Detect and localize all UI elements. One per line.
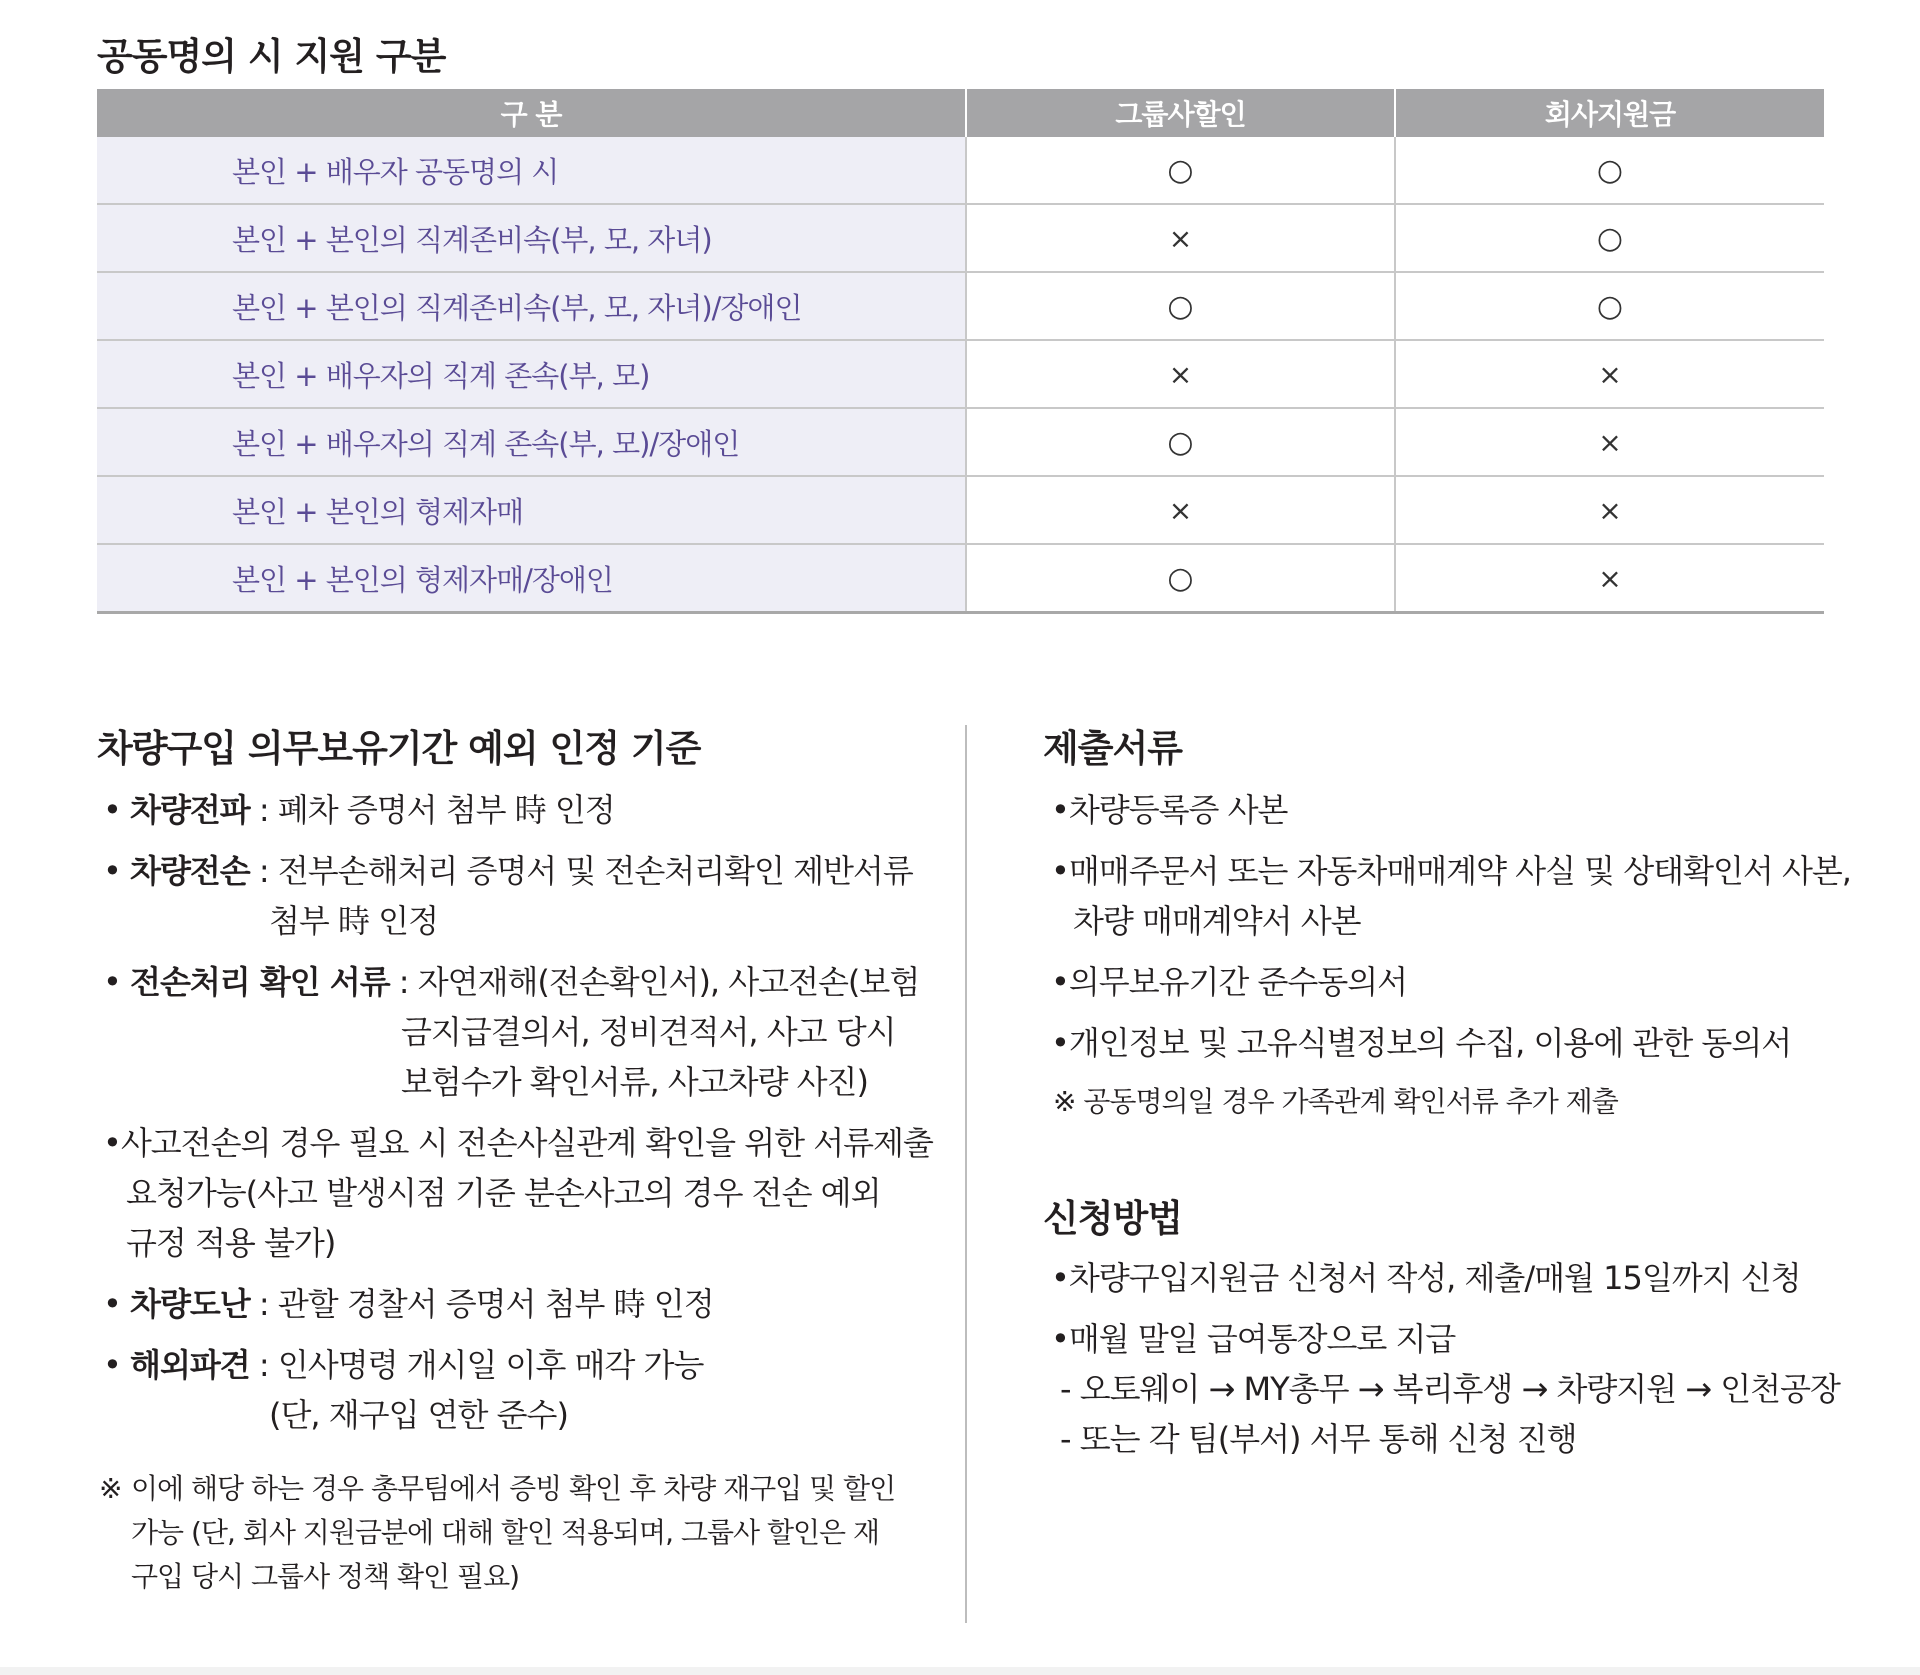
bullet: • — [103, 791, 121, 829]
mark-symbol: ○ — [1596, 288, 1624, 324]
cell-group-discount — [966, 544, 1395, 613]
exception-note-line: 구입 당시 그룹사 정책 확인 필요) — [131, 1560, 520, 1593]
exception-item-accident — [103, 1118, 933, 1168]
label-separator: : — [389, 963, 418, 1001]
table-row — [97, 408, 1824, 476]
bullet: • — [1051, 963, 1069, 1001]
bullet: • — [1051, 852, 1069, 890]
documents-text: 의무보유기간 준수동의서 — [1068, 963, 1408, 1001]
bullet: • — [1051, 1320, 1069, 1358]
cell-company-support — [1395, 340, 1824, 408]
cell-company-support — [1395, 204, 1824, 272]
documents-note: ※ 공동명의일 경우 가족관계 확인서류 추가 제출 — [1053, 1085, 1618, 1118]
table-header-row — [97, 89, 1824, 137]
documents-text: 개인정보 및 고유식별정보의 수집, 이용에 관한 동의서 — [1068, 1024, 1792, 1062]
bullet: • — [103, 1346, 121, 1384]
header-category: 구 분 — [97, 89, 966, 137]
bullet: • — [1051, 791, 1069, 829]
label-separator: : — [249, 852, 278, 890]
cell-group-discount — [966, 137, 1395, 204]
mark-symbol: × — [1598, 357, 1622, 391]
exception-text-continued: 첨부 時 인정 — [269, 902, 438, 940]
row-category: 본인 + 배우자의 직계 존속(부, 모) — [97, 340, 966, 408]
documents-text: 차량등록증 사본 — [1068, 791, 1288, 829]
header-group-discount: 그룹사할인 — [966, 89, 1395, 137]
cell-group-discount — [966, 204, 1395, 272]
row-category: 본인 + 배우자의 직계 존속(부, 모)/장애인 — [97, 408, 966, 476]
table-row — [97, 340, 1824, 408]
support-table — [97, 89, 1824, 614]
exception-note-line: 가능 (단, 회사 지원금분에 대해 할인 적용되며, 그룹사 할인은 재 — [131, 1516, 880, 1549]
row-category: 본인 + 배우자 공동명의 시 — [97, 137, 966, 204]
documents-section-title: 제출서류 — [1043, 727, 1182, 770]
exception-text: 폐차 증명서 첨부 時 인정 — [277, 791, 615, 829]
apply-text: 매월 말일 급여통장으로 지급 — [1068, 1320, 1456, 1358]
exception-text: 관할 경찰서 증명서 첨부 時 인정 — [277, 1285, 714, 1323]
documents-text-continued: 차량 매매계약서 사본 — [1073, 902, 1361, 940]
mark-symbol: × — [1598, 493, 1622, 527]
mark-symbol: × — [1168, 493, 1193, 527]
exception-note-line: 이에 해당 하는 경우 총무팀에서 증빙 확인 후 차량 재구입 및 할인 — [131, 1472, 896, 1505]
cell-company-support — [1395, 272, 1824, 340]
apply-sub-item: - 오토웨이 → MY총무 → 복리후생 → 차량지원 → 인천공장 — [1060, 1370, 1840, 1408]
documents-item — [1051, 785, 1287, 835]
cell-company-support — [1395, 137, 1824, 204]
exception-label: 차량전손 — [130, 852, 250, 890]
label-separator: : — [249, 1285, 278, 1323]
table-row — [97, 137, 1824, 204]
mark-symbol: ○ — [1167, 424, 1194, 460]
documents-item — [1051, 1018, 1791, 1068]
table-row — [97, 476, 1824, 544]
mark-symbol: ○ — [1167, 560, 1194, 596]
documents-text: 매매주문서 또는 자동차매매계약 사실 및 상태확인서 사본, — [1068, 852, 1851, 890]
mark-symbol: × — [1168, 221, 1193, 255]
exception-item-documents — [103, 957, 919, 1007]
mark-symbol: × — [1598, 561, 1622, 595]
exception-note-mark: ※ — [99, 1472, 122, 1505]
exception-text-continued: 보험수가 확인서류, 사고차량 사진) — [401, 1063, 868, 1101]
exception-label: 전손처리 확인 서류 — [130, 963, 390, 1001]
table-section-title: 공동명의 시 지원 구분 — [97, 35, 446, 78]
exception-item-total-loss — [103, 785, 615, 835]
mark-symbol: ○ — [1596, 152, 1624, 188]
exception-text-continued: (단, 재구입 연한 준수) — [269, 1396, 568, 1434]
cell-group-discount — [966, 408, 1395, 476]
mark-symbol: × — [1598, 425, 1622, 459]
label-separator: : — [249, 791, 278, 829]
exception-text: 자연재해(전손확인서), 사고전손(보험 — [417, 963, 920, 1001]
table-row — [97, 272, 1824, 340]
bullet: • — [103, 852, 121, 890]
exception-text-continued: 규정 적용 불가) — [126, 1224, 336, 1262]
label-separator: : — [249, 1346, 278, 1384]
row-category: 본인 + 본인의 직계존비속(부, 모, 자녀) — [97, 204, 966, 272]
table-row — [97, 544, 1824, 613]
mark-symbol: ○ — [1167, 152, 1194, 188]
exception-text: 전부손해처리 증명서 및 전손처리확인 제반서류 — [277, 852, 913, 890]
apply-sub-item: - 또는 각 팀(부서) 서무 통해 신청 진행 — [1060, 1420, 1577, 1458]
exception-text-continued: 요청가능(사고 발생시점 기준 분손사고의 경우 전손 예외 — [126, 1174, 881, 1212]
mark-symbol: ○ — [1596, 220, 1624, 256]
cell-group-discount — [966, 476, 1395, 544]
header-company-support: 회사지원금 — [1395, 89, 1824, 137]
documents-item — [1051, 957, 1407, 1007]
exception-item-overseas — [103, 1340, 703, 1390]
cell-company-support — [1395, 476, 1824, 544]
exception-item-total-damage — [103, 846, 913, 896]
bullet: • — [1051, 1259, 1069, 1297]
bullet: • — [1051, 1024, 1069, 1062]
mark-symbol: × — [1168, 357, 1193, 391]
cell-company-support — [1395, 408, 1824, 476]
column-divider — [965, 725, 967, 1623]
row-category: 본인 + 본인의 형제자매 — [97, 476, 966, 544]
exception-label: 차량도난 — [130, 1285, 250, 1323]
exception-item-theft — [103, 1279, 714, 1329]
bullet: • — [103, 963, 121, 1001]
row-category: 본인 + 본인의 형제자매/장애인 — [97, 544, 966, 613]
exception-text: 인사명령 개시일 이후 매각 가능 — [277, 1346, 704, 1384]
bottom-strip — [0, 1667, 1920, 1675]
documents-item — [1051, 846, 1851, 896]
bullet: • — [103, 1124, 121, 1162]
table-row — [97, 204, 1824, 272]
exception-text: 사고전손의 경우 필요 시 전손사실관계 확인을 위한 서류제출 — [120, 1124, 933, 1162]
cell-company-support — [1395, 544, 1824, 613]
cell-group-discount — [966, 340, 1395, 408]
mark-symbol: ○ — [1167, 288, 1194, 324]
exception-text-continued: 금지급결의서, 정비견적서, 사고 당시 — [401, 1013, 896, 1051]
exception-section-title: 차량구입 의무보유기간 예외 인정 기준 — [97, 727, 701, 770]
apply-item — [1051, 1314, 1455, 1364]
row-category: 본인 + 본인의 직계존비속(부, 모, 자녀)/장애인 — [97, 272, 966, 340]
exception-label: 차량전파 — [130, 791, 250, 829]
bullet: • — [103, 1285, 121, 1323]
apply-item — [1051, 1253, 1801, 1303]
apply-section-title: 신청방법 — [1043, 1197, 1182, 1240]
apply-text: 차량구입지원금 신청서 작성, 제출/매월 15일까지 신청 — [1068, 1259, 1801, 1297]
cell-group-discount — [966, 272, 1395, 340]
exception-label: 해외파견 — [130, 1346, 250, 1384]
